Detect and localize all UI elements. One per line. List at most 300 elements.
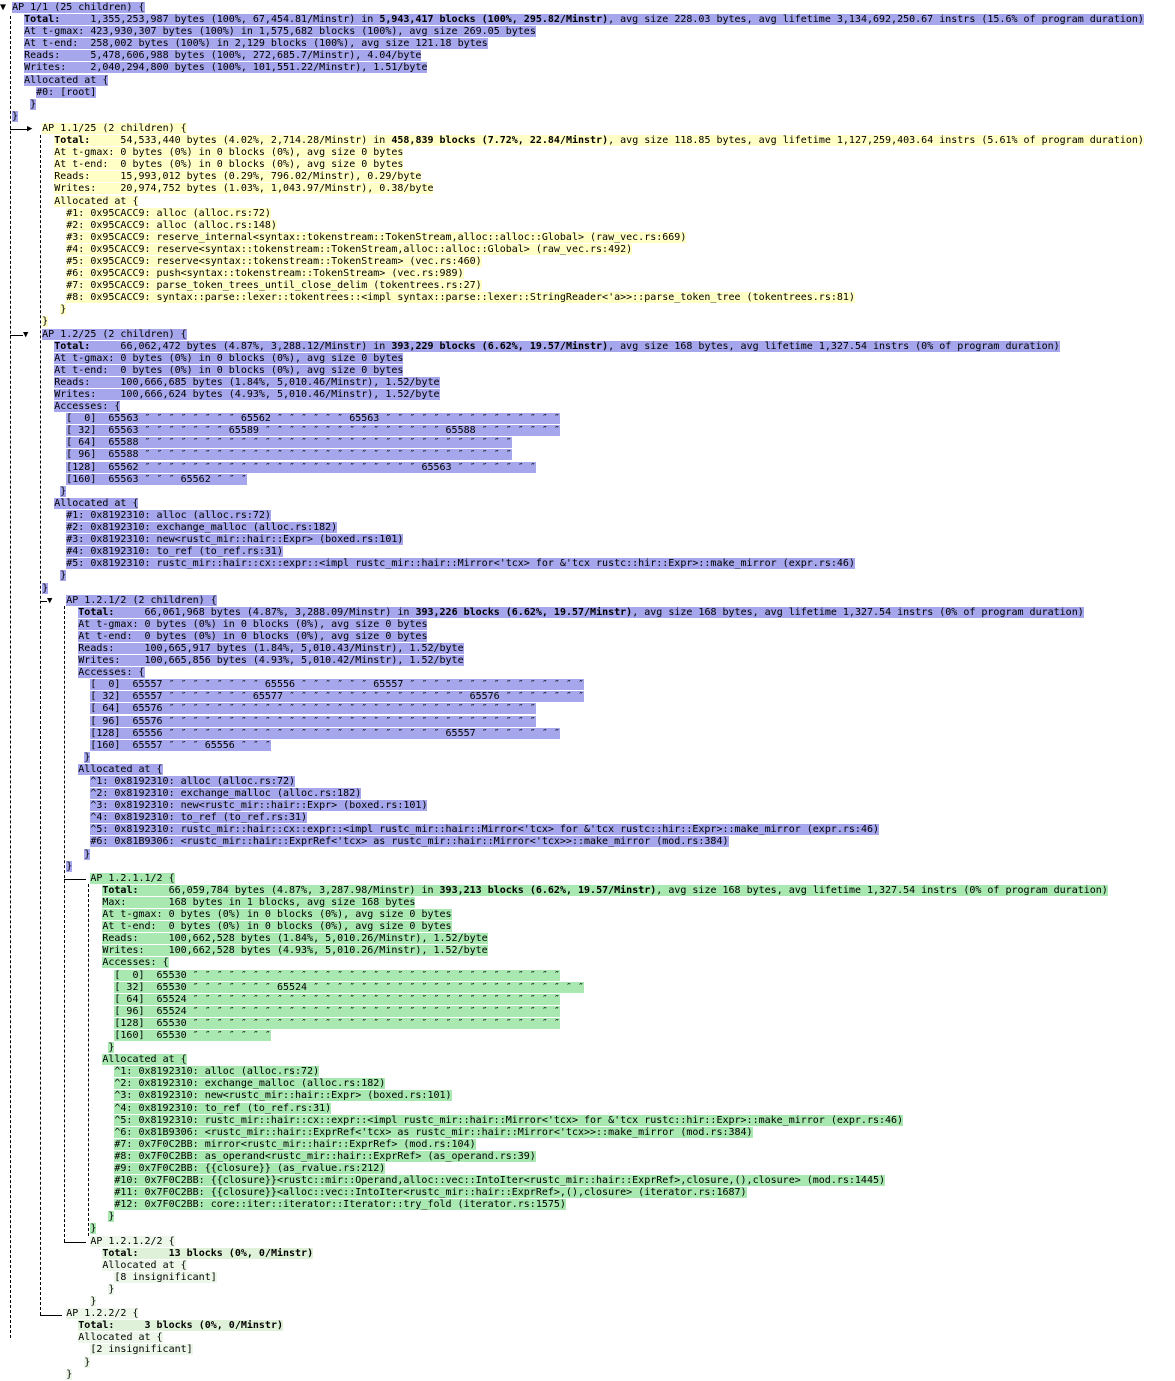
indent: [0, 50, 24, 61]
stat-line-text: Reads: 100,666,685 bytes (1.84%, 5,010.46/Minstr), 1.52/byte: [54, 376, 440, 388]
stat-total-line-text: Total: 66,059,784 bytes (4.87%, 3,287.98/Minstr) in 393,213 blocks (6.62%, 19.57/Minstr), avg size 168 bytes, avg lifetime 1,327.54 instrs (0% of program duration): [102, 884, 1108, 896]
accesses-line: [0, 449, 1144, 461]
indent: [0, 945, 102, 956]
brace-line: [0, 486, 1144, 498]
ap-header-line-text: AP 1/1 (25 children) {: [12, 2, 145, 13]
frame-line-text: #6: 0x95CACC9: push<syntax::tokenstream::TokenStream> (vec.rs:989): [66, 268, 464, 280]
stat-line: [0, 921, 1144, 933]
frame-line: [0, 1115, 1144, 1127]
brace-line-text: }: [42, 316, 49, 328]
ap-header-line-text: AP 1.2.1.2/2 {: [90, 1235, 175, 1247]
indent: [0, 111, 12, 122]
indent: [0, 329, 42, 340]
stat-line: [0, 159, 1144, 171]
frame-line: [0, 268, 1144, 280]
ap-header-line: [0, 595, 1144, 607]
brace-line-text: }: [12, 110, 19, 122]
accesses-line-text: [ 0] 65557 ″ ″ ″ ″ ″ ″ ″ ″ 65556 ″ ″ ″ ″ ″ ″ 65557 ″ ″ ″ ″ ″ ″ ″ ″ ″ ″ ″ ″ ″ ″ ″: [90, 679, 584, 691]
accesses-line-text: [ 0] 65563 ″ ″ ″ ″ ″ ″ ″ ″ 65562 ″ ″ ″ ″ ″ ″ 65563 ″ ″ ″ ″ ″ ″ ″ ″ ″ ″ ″ ″ ″ ″ ″: [66, 413, 560, 425]
frame-line-text: #1: 0x8192310: alloc (alloc.rs:72): [66, 509, 271, 521]
stat-total-line-text: Total: 66,062,472 bytes (4.87%, 3,288.12/Minstr) in 393,229 blocks (6.62%, 19.57/Minstr), avg size 168 bytes, avg lifetime 1,327.54 instrs (0% of program duration): [54, 340, 1060, 352]
indent: [0, 486, 60, 497]
allocated-at-line: [0, 764, 1144, 776]
accesses-line: [0, 474, 1144, 486]
frame-line: [0, 220, 1144, 232]
frame-line-text: ^1: 0x8192310: alloc (alloc.rs:72): [114, 1066, 320, 1078]
stat-line-text: At t-end: 0 bytes (0%) in 0 blocks (0%), avg size 0 bytes: [54, 364, 404, 376]
indent: [0, 292, 66, 303]
indent: [0, 425, 66, 436]
indent: [0, 1103, 114, 1114]
frame-line-text: [8 insignificant]: [114, 1271, 217, 1283]
ap-header-line-text: AP 1.2.1.1/2 {: [90, 872, 175, 884]
indent: [0, 1054, 102, 1065]
accesses-line: [0, 1030, 1144, 1042]
stat-line: [0, 909, 1144, 921]
stat-line-text: Reads: 100,665,917 bytes (1.84%, 5,010.43/Minstr), 1.52/byte: [78, 642, 464, 654]
accesses-line: [0, 425, 1144, 437]
brace-line: [0, 111, 1144, 123]
frame-line: [0, 208, 1144, 220]
brace-line-text: }: [66, 1368, 73, 1380]
stat-total-line: [0, 14, 1144, 26]
frame-line: [0, 1344, 1144, 1356]
stat-line-text: Reads: 15,993,012 bytes (0.29%, 796.02/Minstr), 0.29/byte: [54, 171, 422, 183]
expander-icon-expanded[interactable]: ▼: [47, 595, 53, 606]
indent: [0, 1357, 84, 1368]
indent: [0, 389, 54, 400]
frame-line: [0, 1127, 1144, 1139]
indent: [0, 75, 24, 86]
ap-header-line: [0, 873, 1144, 885]
stat-total-line: [0, 1320, 1144, 1332]
indent: [0, 1042, 108, 1053]
indent: [0, 655, 78, 666]
frame-line: [0, 1066, 1144, 1078]
indent: [0, 679, 90, 690]
frame-line-text: #11: 0x7F0C2BB: {{closure}}<alloc::vec::IntoIter<rustc_mir::hair::ExprRef>,(),closure> (iterator.rs:1687): [114, 1187, 747, 1199]
indent: [0, 631, 78, 642]
indent: [0, 619, 78, 630]
brace-line: [0, 570, 1144, 582]
stat-line: [0, 38, 1144, 50]
frame-line: [0, 87, 1144, 99]
frame-line-text: #5: 0x95CACC9: reserve<syntax::tokenstream::TokenStream> (vec.rs:460): [66, 255, 482, 267]
indent: [0, 1260, 102, 1271]
ap-header-line-text: AP 1.2/25 (2 children) {: [42, 328, 187, 340]
frame-line-text: ^4: 0x8192310: to_ref (to_ref.rs:31): [90, 812, 308, 824]
stat-line: [0, 655, 1144, 667]
stat-line-text: Writes: 100,662,528 bytes (4.93%, 5,010.26/Minstr), 1.52/byte: [102, 945, 488, 957]
brace-line-text: }: [90, 1296, 97, 1308]
frame-line: [0, 280, 1144, 292]
brace-line: [0, 1369, 1144, 1381]
indent: [0, 1248, 102, 1259]
indent: [0, 377, 54, 388]
stat-line-text: Reads: 100,662,528 bytes (1.84%, 5,010.26/Minstr), 1.52/byte: [102, 933, 488, 945]
accesses-line-text: [160] 65557 ″ ″ ″ 65556 ″ ″ ″: [90, 739, 271, 751]
indent: [0, 196, 54, 207]
indent: [0, 1066, 114, 1077]
frame-line-text: #1: 0x95CACC9: alloc (alloc.rs:72): [66, 207, 271, 219]
stat-line: [0, 945, 1144, 957]
allocated-at-line-text: Allocated at {: [102, 1259, 187, 1271]
accesses-line: [0, 1018, 1144, 1030]
brace-line-text: }: [108, 1042, 115, 1054]
frame-line: [0, 546, 1144, 558]
accesses-line: [0, 994, 1144, 1006]
indent: [0, 824, 90, 835]
brace-line: [0, 1223, 1144, 1235]
frame-line-text: #4: 0x95CACC9: reserve<syntax::tokenstream::TokenStream,alloc::alloc::Global> (raw_vec.rs:492): [66, 243, 633, 255]
brace-line-text: }: [30, 98, 37, 110]
stat-line-text: Writes: 20,974,752 bytes (1.03%, 1,043.97/Minstr), 0.38/byte: [54, 183, 434, 195]
indent: [0, 449, 66, 460]
frame-line: [0, 1139, 1144, 1151]
indent: [0, 1332, 78, 1343]
indent: [0, 812, 90, 823]
indent: [0, 268, 66, 279]
indent: [0, 667, 78, 678]
brace-line: [0, 1357, 1144, 1369]
stat-line-text: At t-end: 0 bytes (0%) in 0 blocks (0%), avg size 0 bytes: [54, 159, 404, 171]
stat-line-text: At t-end: 0 bytes (0%) in 0 blocks (0%), avg size 0 bytes: [102, 921, 452, 933]
indent: [0, 1115, 114, 1126]
indent: [0, 341, 54, 352]
accesses-label-line: [0, 957, 1144, 969]
frame-line: [0, 244, 1144, 256]
frame-line: [0, 534, 1144, 546]
indent: [0, 244, 66, 255]
frame-line: [0, 232, 1144, 244]
frame-line: [0, 800, 1144, 812]
indent: [0, 413, 66, 424]
indent: [0, 183, 54, 194]
stat-line-text: At t-gmax: 0 bytes (0%) in 0 blocks (0%), avg size 0 bytes: [54, 147, 404, 159]
accesses-line-text: [128] 65562 ″ ″ ″ ″ ″ ″ ″ ″ ″ ″ ″ ″ ″ ″ ″ ″ ″ ″ ″ ″ ″ ″ ″ 65563 ″ ″ ″ ″ ″ ″ ″: [66, 461, 536, 473]
indent: [0, 703, 90, 714]
indent: [0, 353, 54, 364]
stat-line: [0, 62, 1144, 74]
frame-line: [0, 558, 1144, 570]
indent: [0, 437, 66, 448]
frame-line-text: #8: 0x95CACC9: syntax::parse::lexer::tokentrees::<impl syntax::parse::lexer::StringReader<'a>>::parse_token_tree (tokentrees.rs:81): [66, 292, 855, 304]
accesses-line: [0, 437, 1144, 449]
accesses-line: [0, 970, 1144, 982]
stat-line-text: At t-end: 258,002 bytes (100%) in 2,129 blocks (100%), avg size 121.18 bytes: [24, 38, 488, 50]
indent: [0, 740, 90, 751]
frame-line-text: [2 insignificant]: [90, 1344, 193, 1356]
accesses-line: [0, 462, 1144, 474]
frame-line: [0, 522, 1144, 534]
accesses-line: [0, 716, 1144, 728]
accesses-line-text: [ 64] 65588 ″ ″ ″ ″ ″ ″ ″ ″ ″ ″ ″ ″ ″ ″ ″ ″ ″ ″ ″ ″ ″ ″ ″ ″ ″ ″ ″ ″ ″ ″ ″: [66, 437, 512, 449]
indent: [0, 1006, 114, 1017]
indent: [0, 1163, 114, 1174]
indent: [0, 1199, 114, 1210]
indent: [0, 1369, 66, 1380]
brace-line-text: }: [84, 848, 91, 860]
indent: [0, 123, 42, 134]
frame-line-text: ^1: 0x8192310: alloc (alloc.rs:72): [90, 776, 296, 787]
frame-line: [0, 788, 1144, 800]
indent: [0, 147, 54, 158]
brace-line: [0, 849, 1144, 861]
frame-line: [0, 1272, 1144, 1284]
brace-line-text: }: [84, 751, 91, 763]
brace-line: [0, 1042, 1144, 1054]
accesses-label-line-text: Accesses: {: [102, 957, 169, 969]
frame-line-text: ^6: 0x81B9306: <rustc_mir::hair::ExprRef<'tcx> as rustc_mir::hair::Mirror<'tcx>>::make_mirror (mod.rs:384): [114, 1126, 753, 1138]
indent: [0, 510, 66, 521]
stat-line-text: At t-gmax: 0 bytes (0%) in 0 blocks (0%), avg size 0 bytes: [54, 352, 404, 364]
stat-line: [0, 377, 1144, 389]
indent: [0, 232, 66, 243]
indent: [0, 861, 66, 872]
indent: [0, 1127, 114, 1138]
expander-icon-collapsed[interactable]: ▶: [27, 124, 33, 134]
frame-line: [0, 812, 1144, 824]
indent: [0, 316, 42, 327]
indent: [0, 1296, 90, 1307]
brace-line-text: }: [42, 582, 49, 594]
allocated-at-line: [0, 196, 1144, 208]
frame-line: [0, 1151, 1144, 1163]
stat-line: [0, 26, 1144, 38]
accesses-line: [0, 691, 1144, 703]
indent: [0, 1236, 90, 1247]
allocated-at-line-text: Allocated at {: [24, 74, 109, 86]
stat-total-line: [0, 135, 1144, 147]
ap-header-line-text: AP 1.2.2/2 {: [66, 1308, 139, 1320]
stat-line-text: Writes: 2,040,294,800 bytes (100%, 101,551.22/Minstr), 1.51/byte: [24, 62, 428, 74]
frame-line: [0, 1090, 1144, 1102]
stat-line-text: At t-gmax: 423,930,307 bytes (100%) in 1,575,682 blocks (100%), avg size 269.05 bytes: [24, 26, 536, 38]
frame-line-text: ^2: 0x8192310: exchange_malloc (alloc.rs:182): [90, 788, 362, 800]
stat-line: [0, 643, 1144, 655]
indent: [0, 99, 30, 110]
indent: [0, 836, 90, 847]
frame-line-text: #4: 0x8192310: to_ref (to_ref.rs:31): [66, 546, 283, 558]
frame-line: [0, 292, 1144, 304]
allocated-at-line-text: Allocated at {: [102, 1054, 187, 1066]
frame-line-text: #2: 0x95CACC9: alloc (alloc.rs:148): [66, 219, 277, 231]
indent: [0, 982, 114, 993]
accesses-line-text: [ 96] 65588 ″ ″ ″ ″ ″ ″ ″ ″ ″ ″ ″ ″ ″ ″ ″ ″ ″ ″ ″ ″ ″ ″ ″ ″ ″ ″ ″ ″ ″ ″ ″: [66, 449, 512, 461]
brace-line: [0, 99, 1144, 111]
accesses-line-text: [ 32] 65557 ″ ″ ″ ″ ″ ″ ″ 65577 ″ ″ ″ ″ ″ ″ ″ ″ ″ ″ ″ ″ ″ ″ ″ 65576 ″ ″ ″ ″ ″ ″ ″: [90, 691, 584, 703]
frame-line-text: #10: 0x7F0C2BB: {{closure}}<rustc::mir::Operand,alloc::vec::IntoIter<rustc_mir::hair::ExprRef>,closure,(),closure> (mod.rs:1445): [114, 1175, 886, 1187]
accesses-label-line-text: Accesses: {: [54, 401, 121, 413]
stat-total-line: [0, 341, 1144, 353]
stat-line: [0, 50, 1144, 62]
frame-line-text: #8: 0x7F0C2BB: as_operand<rustc_mir::hair::ExprRef> (as_operand.rs:39): [114, 1150, 536, 1162]
indent: [0, 38, 24, 49]
brace-line-text: }: [66, 860, 73, 872]
indent: [0, 897, 102, 908]
allocated-at-line-text: Allocated at {: [78, 763, 163, 775]
stat-line-text: At t-gmax: 0 bytes (0%) in 0 blocks (0%), avg size 0 bytes: [78, 618, 428, 630]
accesses-line: [0, 740, 1144, 752]
stat-line: [0, 897, 1144, 909]
stat-line-text: Reads: 5,478,606,988 bytes (100%, 272,685.7/Minstr), 4.04/byte: [24, 50, 422, 62]
allocated-at-line: [0, 498, 1144, 510]
stat-total-line-text: Total: 13 blocks (0%, 0/Minstr): [102, 1247, 314, 1259]
frame-line: [0, 510, 1144, 522]
indent: [0, 304, 60, 315]
accesses-line: [0, 703, 1144, 715]
brace-line: [0, 583, 1144, 595]
indent: [0, 1211, 108, 1222]
indent: [0, 595, 66, 606]
accesses-line-text: [ 96] 65524 ″ ″ ″ ″ ″ ″ ″ ″ ″ ″ ″ ″ ″ ″ ″ ″ ″ ″ ″ ″ ″ ″ ″ ″ ″ ″ ″ ″ ″ ″ ″: [114, 1005, 560, 1017]
stat-line: [0, 353, 1144, 365]
indent: [0, 135, 54, 146]
allocated-at-line: [0, 1054, 1144, 1066]
brace-line-text: }: [60, 485, 67, 497]
frame-line-text: ^2: 0x8192310: exchange_malloc (alloc.rs:182): [114, 1078, 386, 1090]
indent: [0, 280, 66, 291]
accesses-line-text: [ 32] 65530 ″ ″ ″ ″ ″ ″ ″ 65524 ″ ″ ″ ″ ″ ″ ″ ″ ″ ″ ″ ″ ″ ″ ″ ″ ″ ″ ″ ″ ″ ″ ″: [114, 981, 584, 993]
frame-line-text: #7: 0x7F0C2BB: mirror<rustc_mir::hair::ExprRef> (mod.rs:104): [114, 1138, 476, 1150]
allocated-at-line-text: Allocated at {: [78, 1332, 163, 1344]
indent: [0, 220, 66, 231]
indent: [0, 1223, 90, 1234]
brace-line-text: }: [84, 1356, 91, 1368]
indent: [0, 401, 54, 412]
indent: [0, 208, 66, 219]
accesses-line-text: [160] 65563 ″ ″ ″ 65562 ″ ″ ″: [66, 473, 247, 485]
brace-line: [0, 1211, 1144, 1223]
indent: [0, 570, 60, 581]
accesses-line-text: [160] 65530 ″ ″ ″ ″ ″ ″ ″: [114, 1029, 271, 1041]
ap-header-line: [0, 1236, 1144, 1248]
indent: [0, 921, 102, 932]
indent: [0, 1344, 90, 1355]
frame-line-text: ^5: 0x8192310: rustc_mir::hair::cx::expr::<impl rustc_mir::hair::Mirror<'tcx> for &'tcx rustc::hir::Expr>::make_mirror (expr.rs:46): [90, 824, 879, 836]
indent: [0, 1320, 78, 1331]
brace-line: [0, 1296, 1144, 1308]
indent: [0, 159, 54, 170]
indent: [0, 764, 78, 775]
frame-line: [0, 1199, 1144, 1211]
ap-header-line: [0, 2, 1144, 14]
indent: [0, 1175, 114, 1186]
indent: [0, 849, 84, 860]
allocated-at-line-text: Allocated at {: [54, 497, 139, 509]
stat-total-line: [0, 607, 1144, 619]
accesses-line-text: [ 32] 65563 ″ ″ ″ ″ ″ ″ ″ 65589 ″ ″ ″ ″ ″ ″ ″ ″ ″ ″ ″ ″ ″ ″ ″ 65588 ″ ″ ″ ″ ″ ″ ″: [66, 425, 560, 437]
indent: [0, 462, 66, 473]
indent: [0, 1018, 114, 1029]
indent: [0, 776, 90, 787]
brace-line: [0, 861, 1144, 873]
indent: [0, 994, 114, 1005]
frame-line-text: #7: 0x95CACC9: parse_token_trees_until_close_delim (tokentrees.rs:27): [66, 280, 482, 292]
stat-line-text: Max: 168 bytes in 1 blocks, avg size 168 bytes: [102, 896, 416, 908]
accesses-line: [0, 982, 1144, 994]
indent: [0, 171, 54, 182]
stat-line-text: Writes: 100,665,856 bytes (4.93%, 5,010.42/Minstr), 1.52/byte: [78, 655, 464, 667]
frame-line: [0, 824, 1144, 836]
indent: [0, 522, 66, 533]
ap-header-line: [0, 123, 1144, 135]
frame-line-text: ^5: 0x8192310: rustc_mir::hair::cx::expr::<impl rustc_mir::hair::Mirror<'tcx> for &'tcx rustc::hir::Expr>::make_mirror (expr.rs:46): [114, 1114, 904, 1126]
brace-line-text: }: [60, 304, 67, 316]
accesses-line-text: [128] 65556 ″ ″ ″ ″ ″ ″ ″ ″ ″ ″ ″ ″ ″ ″ ″ ″ ″ ″ ″ ″ ″ ″ ″ 65557 ″ ″ ″ ″ ″ ″ ″: [90, 727, 560, 739]
accesses-line-text: [ 64] 65576 ″ ″ ″ ″ ″ ″ ″ ″ ″ ″ ″ ″ ″ ″ ″ ″ ″ ″ ″ ″ ″ ″ ″ ″ ″ ″ ″ ″ ″ ″ ″: [90, 703, 536, 715]
frame-line-text: #5: 0x8192310: rustc_mir::hair::cx::expr::<impl rustc_mir::hair::Mirror<'tcx> for &'tcx rustc::hir::Expr>::make_mirror (expr.rs:46): [66, 558, 855, 570]
expander-icon-expanded[interactable]: ▼: [0, 2, 7, 13]
indent: [0, 728, 90, 739]
stat-total-line-text: Total: 3 blocks (0%, 0/Minstr): [78, 1320, 283, 1332]
frame-line-text: #12: 0x7F0C2BB: core::iter::iterator::Iterator::try_fold (iterator.rs:1575): [114, 1199, 566, 1211]
stat-line-text: At t-gmax: 0 bytes (0%) in 0 blocks (0%), avg size 0 bytes: [102, 909, 452, 921]
indent: [0, 1090, 114, 1101]
brace-line: [0, 752, 1144, 764]
frame-line-text: #3: 0x8192310: new<rustc_mir::hair::Expr> (boxed.rs:101): [66, 534, 404, 546]
expander-icon-expanded[interactable]: ▼: [23, 329, 29, 340]
indent: [0, 62, 24, 73]
allocated-at-line: [0, 75, 1144, 87]
indent: [0, 1151, 114, 1162]
stat-line: [0, 619, 1144, 631]
indent: [0, 607, 78, 618]
indent: [0, 970, 114, 981]
indent: [0, 558, 66, 569]
frame-line-text: #6: 0x81B9306: <rustc_mir::hair::ExprRef<'tcx> as rustc_mir::hair::Mirror<'tcx>>::make_mirror (mod.rs:384): [90, 836, 729, 848]
indent: [0, 716, 90, 727]
frame-line-text: #0: [root]: [36, 86, 97, 98]
stat-line-text: Writes: 100,666,624 bytes (4.93%, 5,010.46/Minstr), 1.52/byte: [54, 389, 440, 400]
brace-line-text: }: [60, 570, 67, 582]
stat-line: [0, 365, 1144, 377]
indent: [0, 1030, 114, 1041]
frame-line-text: #9: 0x7F0C2BB: {{closure}} (as_rvalue.rs:212): [114, 1163, 386, 1174]
frame-line: [0, 1187, 1144, 1199]
stat-line: [0, 631, 1144, 643]
indent: [0, 909, 102, 920]
stat-line: [0, 147, 1144, 159]
allocated-at-line: [0, 1332, 1144, 1344]
frame-line: [0, 836, 1144, 848]
indent: [0, 643, 78, 654]
ap-header-line: [0, 329, 1144, 341]
allocated-at-line: [0, 1260, 1144, 1272]
accesses-line-text: [ 64] 65524 ″ ″ ″ ″ ″ ″ ″ ″ ″ ″ ″ ″ ″ ″ ″ ″ ″ ″ ″ ″ ″ ″ ″ ″ ″ ″ ″ ″ ″ ″ ″: [114, 993, 560, 1005]
stat-line: [0, 171, 1144, 183]
frame-line-text: ^3: 0x8192310: new<rustc_mir::hair::Expr> (boxed.rs:101): [114, 1090, 452, 1102]
stat-total-line-text: Total: 66,061,968 bytes (4.87%, 3,288.09/Minstr) in 393,226 blocks (6.62%, 19.57/Minstr), avg size 168 bytes, avg lifetime 1,327.54 instrs (0% of program duration): [78, 606, 1084, 618]
indent: [0, 691, 90, 702]
brace-line: [0, 316, 1144, 328]
frame-line: [0, 776, 1144, 788]
accesses-line: [0, 728, 1144, 740]
accesses-line: [0, 413, 1144, 425]
indent: [0, 1139, 114, 1150]
brace-line: [0, 304, 1144, 316]
indent: [0, 1187, 114, 1198]
indent: [0, 365, 54, 376]
ap-header-line-text: AP 1.2.1/2 (2 children) {: [66, 594, 217, 606]
indent: [0, 957, 102, 968]
frame-line: [0, 1175, 1144, 1187]
stat-total-line: [0, 885, 1144, 897]
frame-line-text: #2: 0x8192310: exchange_malloc (alloc.rs:182): [66, 522, 338, 534]
accesses-line-text: [ 0] 65530 ″ ″ ″ ″ ″ ″ ″ ″ ″ ″ ″ ″ ″ ″ ″ ″ ″ ″ ″ ″ ″ ″ ″ ″ ″ ″ ″ ″ ″ ″ ″: [114, 969, 560, 981]
indent: [0, 1078, 114, 1089]
brace-line-text: }: [108, 1283, 115, 1295]
